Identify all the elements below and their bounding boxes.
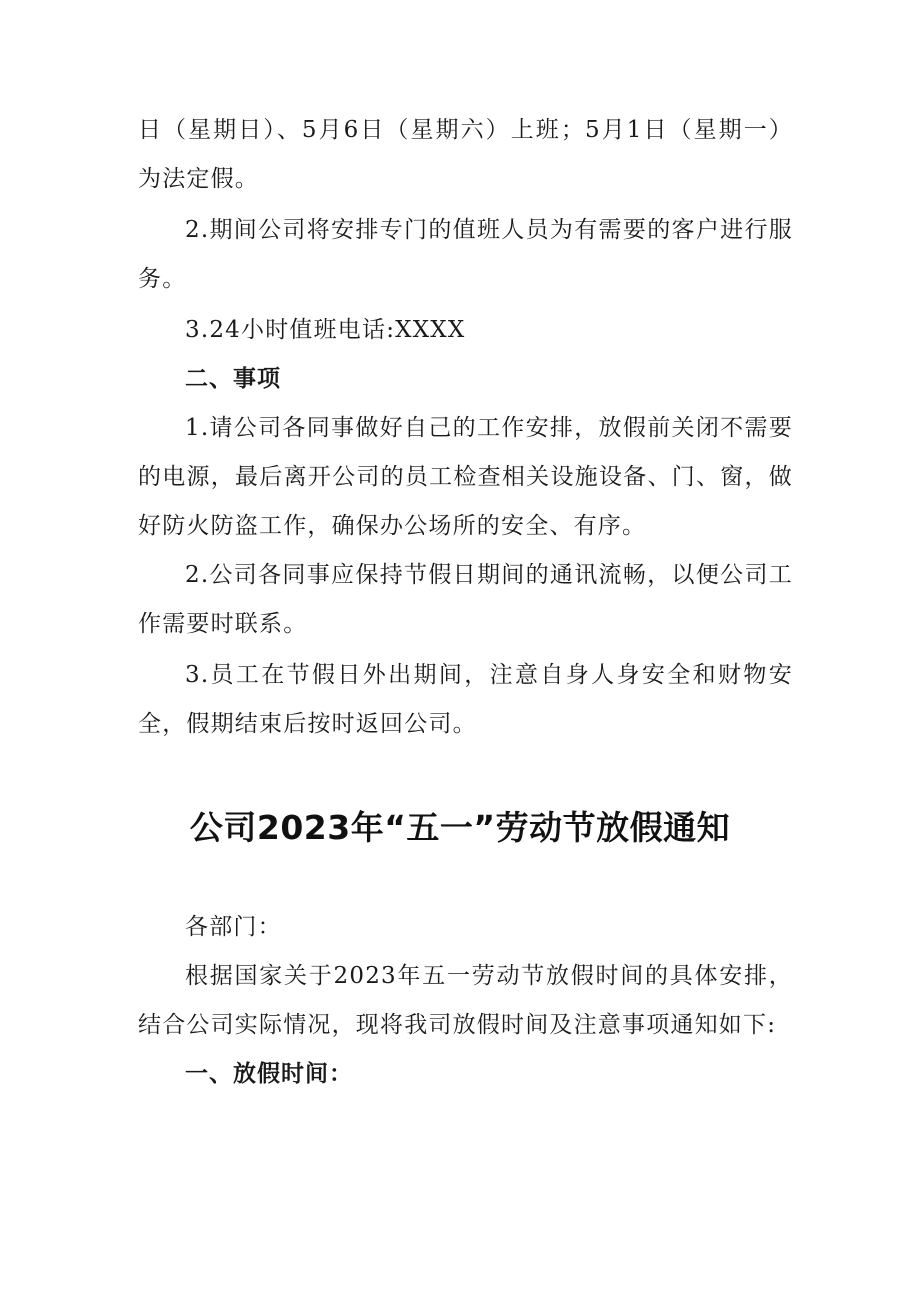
section-heading-holiday-time: 一、放假时间： [185, 1061, 353, 1087]
matters-item-1: 1.请公司各同事做好自己的工作安排，放假前关闭不需要的电源，最后离开公司的员工检查相关设施设备、门、窗，做好防火防盗工作，确保办公场所的安全、有序。 [138, 415, 793, 539]
matters-item-3: 3.员工在节假日外出期间，注意自身人身安全和财物安全，假期结束后按时返回公司。 [138, 662, 793, 737]
notice-title: 公司2023年“五一”劳动节放假通知 [189, 808, 731, 847]
continued-paragraph-duty-phone: 3.24小时值班电话:XXXX [185, 317, 466, 343]
section-heading-matters: 二、事项 [185, 366, 281, 392]
notice-salutation: 各部门： [185, 914, 282, 940]
notice-intro-paragraph: 根据国家关于2023年五一劳动节放假时间的具体安排，结合公司实际情况，现将我司放假时间及注意事项通知如下: [138, 963, 793, 1038]
continued-paragraph-schedule: 日（星期日）、5月6日（星期六）上班；5月1日（星期一）为法定假。 [138, 117, 793, 192]
matters-item-2: 2.公司各同事应保持节假日期间的通讯流畅，以便公司工作需要时联系。 [138, 562, 793, 637]
continued-paragraph-duty-staff: 2.期间公司将安排专门的值班人员为有需要的客户进行服务。 [138, 217, 793, 292]
